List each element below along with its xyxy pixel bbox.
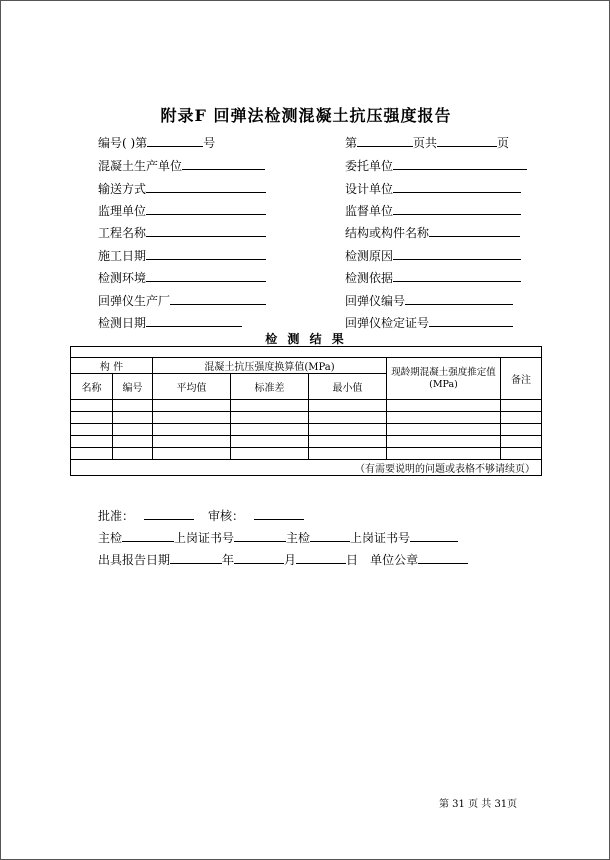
field-construction-date (98, 247, 266, 263)
page-total-line[interactable] (437, 134, 497, 147)
number-line[interactable] (147, 134, 203, 147)
oversight-line[interactable] (393, 202, 521, 215)
supervision-line[interactable] (146, 202, 266, 215)
table-cell[interactable] (501, 448, 542, 460)
field-test-date (98, 314, 242, 330)
header-component: 构 件 (71, 358, 153, 374)
report-month-line[interactable] (234, 551, 284, 564)
page-number-line[interactable] (357, 134, 413, 147)
transport-label: 输送方式 (98, 182, 147, 196)
table-cell[interactable] (231, 424, 309, 436)
project-label: 工程名称 (98, 226, 147, 240)
table-cell[interactable] (153, 412, 231, 424)
table-row (71, 400, 542, 412)
header-mean: 平均值 (153, 374, 231, 400)
table-cell[interactable] (113, 412, 153, 424)
page-footer: 第 31 页 共 31页 (439, 799, 518, 810)
seal-label: 单位公章 (370, 553, 419, 567)
table-cell[interactable] (153, 448, 231, 460)
field-basis (345, 269, 521, 285)
field-environment (98, 269, 266, 285)
header-name: 名称 (71, 374, 113, 400)
results-title: 检 测 结 果 (265, 332, 347, 346)
inspector-label-1: 主检 (98, 531, 123, 545)
table-cell[interactable] (501, 400, 542, 412)
seal-line[interactable] (418, 551, 468, 564)
report-date-label: 出具报告日期 (98, 553, 171, 567)
table-row (71, 412, 542, 424)
table-cell[interactable] (153, 400, 231, 412)
table-cell[interactable] (231, 436, 309, 448)
cert-2-line[interactable] (410, 529, 458, 542)
header-remark: 备注 (501, 358, 542, 400)
environment-label: 检测环境 (98, 271, 147, 285)
oversight-label: 监督单位 (345, 204, 394, 218)
table-cell[interactable] (501, 412, 542, 424)
table-header-row-1 (71, 358, 542, 374)
number-suffix-label: 号 (203, 136, 216, 150)
table-cell[interactable] (387, 400, 501, 412)
month-label: 月 (284, 553, 297, 567)
header-estimate: 现龄期混凝土强度推定值(MPa) (387, 358, 501, 400)
approve-signature-line[interactable] (144, 507, 194, 520)
field-supervision (98, 202, 266, 218)
test-date-line[interactable] (146, 314, 242, 327)
field-rebound-maker (98, 292, 266, 308)
cert-label-2: 上岗证书号 (350, 531, 411, 545)
table-cell[interactable] (387, 448, 501, 460)
field-client (345, 157, 527, 173)
report-day-line[interactable] (296, 551, 346, 564)
field-oversight (345, 202, 521, 218)
table-cell[interactable] (231, 400, 309, 412)
project-line[interactable] (146, 224, 266, 237)
table-cell[interactable] (309, 448, 387, 460)
header-number: 编号 (113, 374, 153, 400)
field-number (98, 134, 215, 150)
construction-date-label: 施工日期 (98, 249, 147, 263)
component-label: 结构或构件名称 (345, 226, 430, 240)
table-cell[interactable] (501, 436, 542, 448)
table-cell[interactable] (153, 424, 231, 436)
table-cell[interactable] (71, 448, 113, 460)
table-cell[interactable] (71, 424, 113, 436)
rebound-maker-label: 回弹仪生产厂 (98, 294, 171, 308)
approval-line (98, 507, 304, 523)
table-cell[interactable] (501, 424, 542, 436)
table-cell[interactable] (113, 424, 153, 436)
report-year-line[interactable] (170, 551, 222, 564)
table-row (71, 436, 542, 448)
table-cell[interactable] (71, 436, 113, 448)
field-rebound-number (345, 292, 513, 308)
producer-label: 混凝土生产单位 (98, 159, 183, 173)
table-cell[interactable] (113, 400, 153, 412)
field-cert-number (345, 314, 513, 330)
rebound-number-label: 回弹仪编号 (345, 294, 406, 308)
number-prefix-label: 编号( )第 (98, 136, 148, 150)
field-page (345, 134, 509, 150)
cert-1-line[interactable] (234, 529, 286, 542)
table-spacer-row (71, 347, 542, 358)
field-reason (345, 247, 521, 263)
cert-number-line[interactable] (429, 314, 513, 327)
component-line[interactable] (429, 224, 520, 237)
report-date-line (98, 551, 468, 567)
rebound-number-line[interactable] (405, 292, 513, 305)
table-cell[interactable] (387, 436, 501, 448)
page-prefix-label: 第 (345, 136, 358, 150)
client-label: 委托单位 (345, 159, 394, 173)
inspector-line (98, 529, 458, 545)
construction-date-line[interactable] (146, 247, 266, 260)
table-cell[interactable] (231, 448, 309, 460)
day-label: 日 (346, 553, 359, 567)
cert-label-1: 上岗证书号 (174, 531, 235, 545)
results-table (70, 346, 542, 476)
table-cell[interactable] (309, 424, 387, 436)
inspector-label-2: 主检 (286, 531, 311, 545)
review-signature-line[interactable] (254, 507, 304, 520)
table-cell[interactable] (309, 400, 387, 412)
page-suffix-label: 页 (497, 136, 510, 150)
field-project (98, 224, 266, 240)
table-note: （有需要说明的问题或表格不够请续页） (71, 460, 542, 476)
table-cell[interactable] (309, 412, 387, 424)
table-row (71, 448, 542, 460)
reason-label: 检测原因 (345, 249, 394, 263)
field-transport (98, 180, 266, 196)
design-label: 设计单位 (345, 182, 394, 196)
client-line[interactable] (393, 157, 527, 170)
supervision-label: 监理单位 (98, 204, 147, 218)
table-cell[interactable] (113, 436, 153, 448)
approve-label: 批准： (98, 509, 135, 523)
table-cell[interactable] (387, 424, 501, 436)
table-spacer-cell (71, 347, 542, 358)
table-cell[interactable] (113, 448, 153, 460)
field-design (345, 180, 521, 196)
review-label: 审核： (208, 509, 245, 523)
field-producer (98, 157, 265, 173)
table-cell[interactable] (387, 412, 501, 424)
cert-number-label: 回弹仪检定证号 (345, 316, 430, 330)
inspector-1-line[interactable] (122, 529, 174, 542)
year-label: 年 (222, 553, 235, 567)
basis-line[interactable] (393, 269, 521, 282)
field-component (345, 224, 520, 240)
header-min: 最小值 (309, 374, 387, 400)
design-line[interactable] (393, 180, 521, 193)
reason-line[interactable] (393, 247, 521, 260)
test-date-label: 检测日期 (98, 316, 147, 330)
page-title: 附录F 回弹法检测混凝土抗压强度报告 (160, 106, 452, 125)
transport-line[interactable] (146, 180, 266, 193)
table-cell[interactable] (309, 436, 387, 448)
table-cell[interactable] (71, 412, 113, 424)
rebound-maker-line[interactable] (170, 292, 266, 305)
environment-line[interactable] (146, 269, 266, 282)
producer-line[interactable] (182, 157, 265, 170)
table-row (71, 424, 542, 436)
header-strength: 混凝土抗压强度换算值(MPa) (153, 358, 387, 374)
header-std: 标准差 (231, 374, 309, 400)
table-cell[interactable] (71, 400, 113, 412)
table-cell[interactable] (231, 412, 309, 424)
basis-label: 检测依据 (345, 271, 394, 285)
table-cell[interactable] (153, 436, 231, 448)
inspector-2-line[interactable] (310, 529, 350, 542)
page-mid-label: 页共 (413, 136, 438, 150)
table-note-row (71, 460, 542, 476)
